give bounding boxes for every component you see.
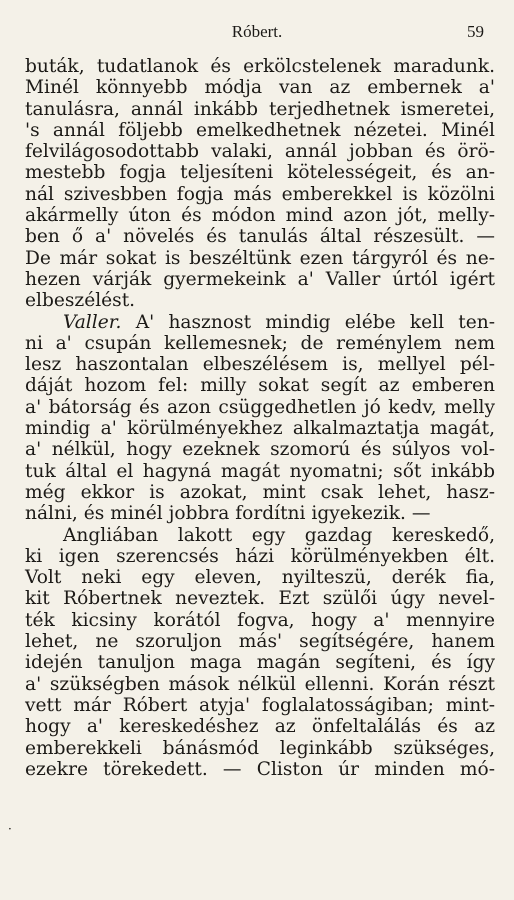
text-line: kit Róbertnek neveztek. Ezt szülői úgy nevel- <box>25 588 495 610</box>
text-line: felvilágosodottabb valaki, annál jobban és örö- <box>25 141 495 163</box>
paragraph-1 <box>25 56 495 312</box>
text-line: hezen várják gyermekeink a' Valler úrtól igért <box>25 268 495 290</box>
text-line: nál szivesbben fogja más emberekkel is közölni <box>25 183 495 205</box>
text-line: idején tanuljon maga magán segíteni, és így <box>25 652 495 674</box>
text-line <box>25 312 495 333</box>
text-line: ték kicsiny korától fogva, hogy a' mennyire <box>25 609 495 631</box>
text-line: még ekkor is azokat, mint csak lehet, hasz- <box>25 481 495 503</box>
text-line: a' bátorság és azon csüggedhetlen jó kedv, melly <box>25 396 495 418</box>
text-line: lesz haszontalan elbeszélésem is, mellyel pél- <box>25 354 495 376</box>
text-line: akármelly úton és módon mind azon jót, melly- <box>25 205 495 227</box>
text-line: De már sokat is beszéltünk ezen tárgyról és ne- <box>25 247 495 269</box>
text-line: tanulásra, annál inkább terjedhetnek ismeretei, <box>25 98 495 120</box>
text-line: a' szükségben mások nélkül ellenni. Korán részt <box>25 673 495 695</box>
text-line: ezekre törekedett. — Cliston úr minden mó- <box>25 758 495 780</box>
text-line: ben ő a' növelés és tanulás által részesült. — <box>25 226 495 248</box>
page-number: 59 <box>467 22 484 41</box>
text-line: emberekkeli bánásmód leginkább szükséges, <box>25 737 495 759</box>
text-run: A' hasznost mindig elébe kell ten- <box>121 311 495 333</box>
running-header <box>30 22 484 48</box>
text-line: nálni, és minél jobbra fordítni igyekezik. — <box>25 503 431 525</box>
text-line: hogy a' kereskedéshez az önfeltalálás és az <box>25 716 495 738</box>
text-line: a' nélkül, hogy ezeknek szomorú és súlyos vol- <box>25 439 495 461</box>
running-title: Róbert. <box>231 22 283 41</box>
text-line: tuk által el hagyná magát nyomatni; sőt inkább <box>25 460 495 482</box>
paragraph-3 <box>25 525 495 781</box>
page-body <box>25 56 495 780</box>
text-line: Minél könnyebb módja van az embernek a' <box>25 77 495 99</box>
text-line: mestebb fogja teljesíteni kötelességeit, és an- <box>25 162 495 184</box>
text-line: mindig a' körülményekhez alkalmaztatja magát, <box>25 418 495 440</box>
paragraph-2 <box>25 312 495 525</box>
speaker-name: Valler. <box>63 311 122 333</box>
ink-speck: · <box>8 822 12 836</box>
text-line: lehet, ne szoruljon más' segítségére, hanem <box>25 631 495 653</box>
text-line: ki igen szerencsés házi körülményekben élt. <box>25 545 495 567</box>
text-line: 's annál följebb emelkedhetnek nézetei. Minél <box>25 119 495 141</box>
text-line: vett már Róbert atyja' foglalatosságiban; mint- <box>25 694 495 716</box>
text-line: buták, tudatlanok és erkölcstelenek maradunk. <box>25 56 495 77</box>
text-line: elbeszélést. <box>25 290 136 312</box>
text-line: dáját hozom fel: milly sokat segít az emberen <box>25 375 495 397</box>
text-line: Angliában lakott egy gazdag kereskedő, <box>63 524 495 546</box>
text-line: ni a' csupán kellemesnek; de reménylem nem <box>25 332 495 354</box>
text-line: Volt neki egy eleven, nyilteszü, derék fia, <box>25 567 495 589</box>
